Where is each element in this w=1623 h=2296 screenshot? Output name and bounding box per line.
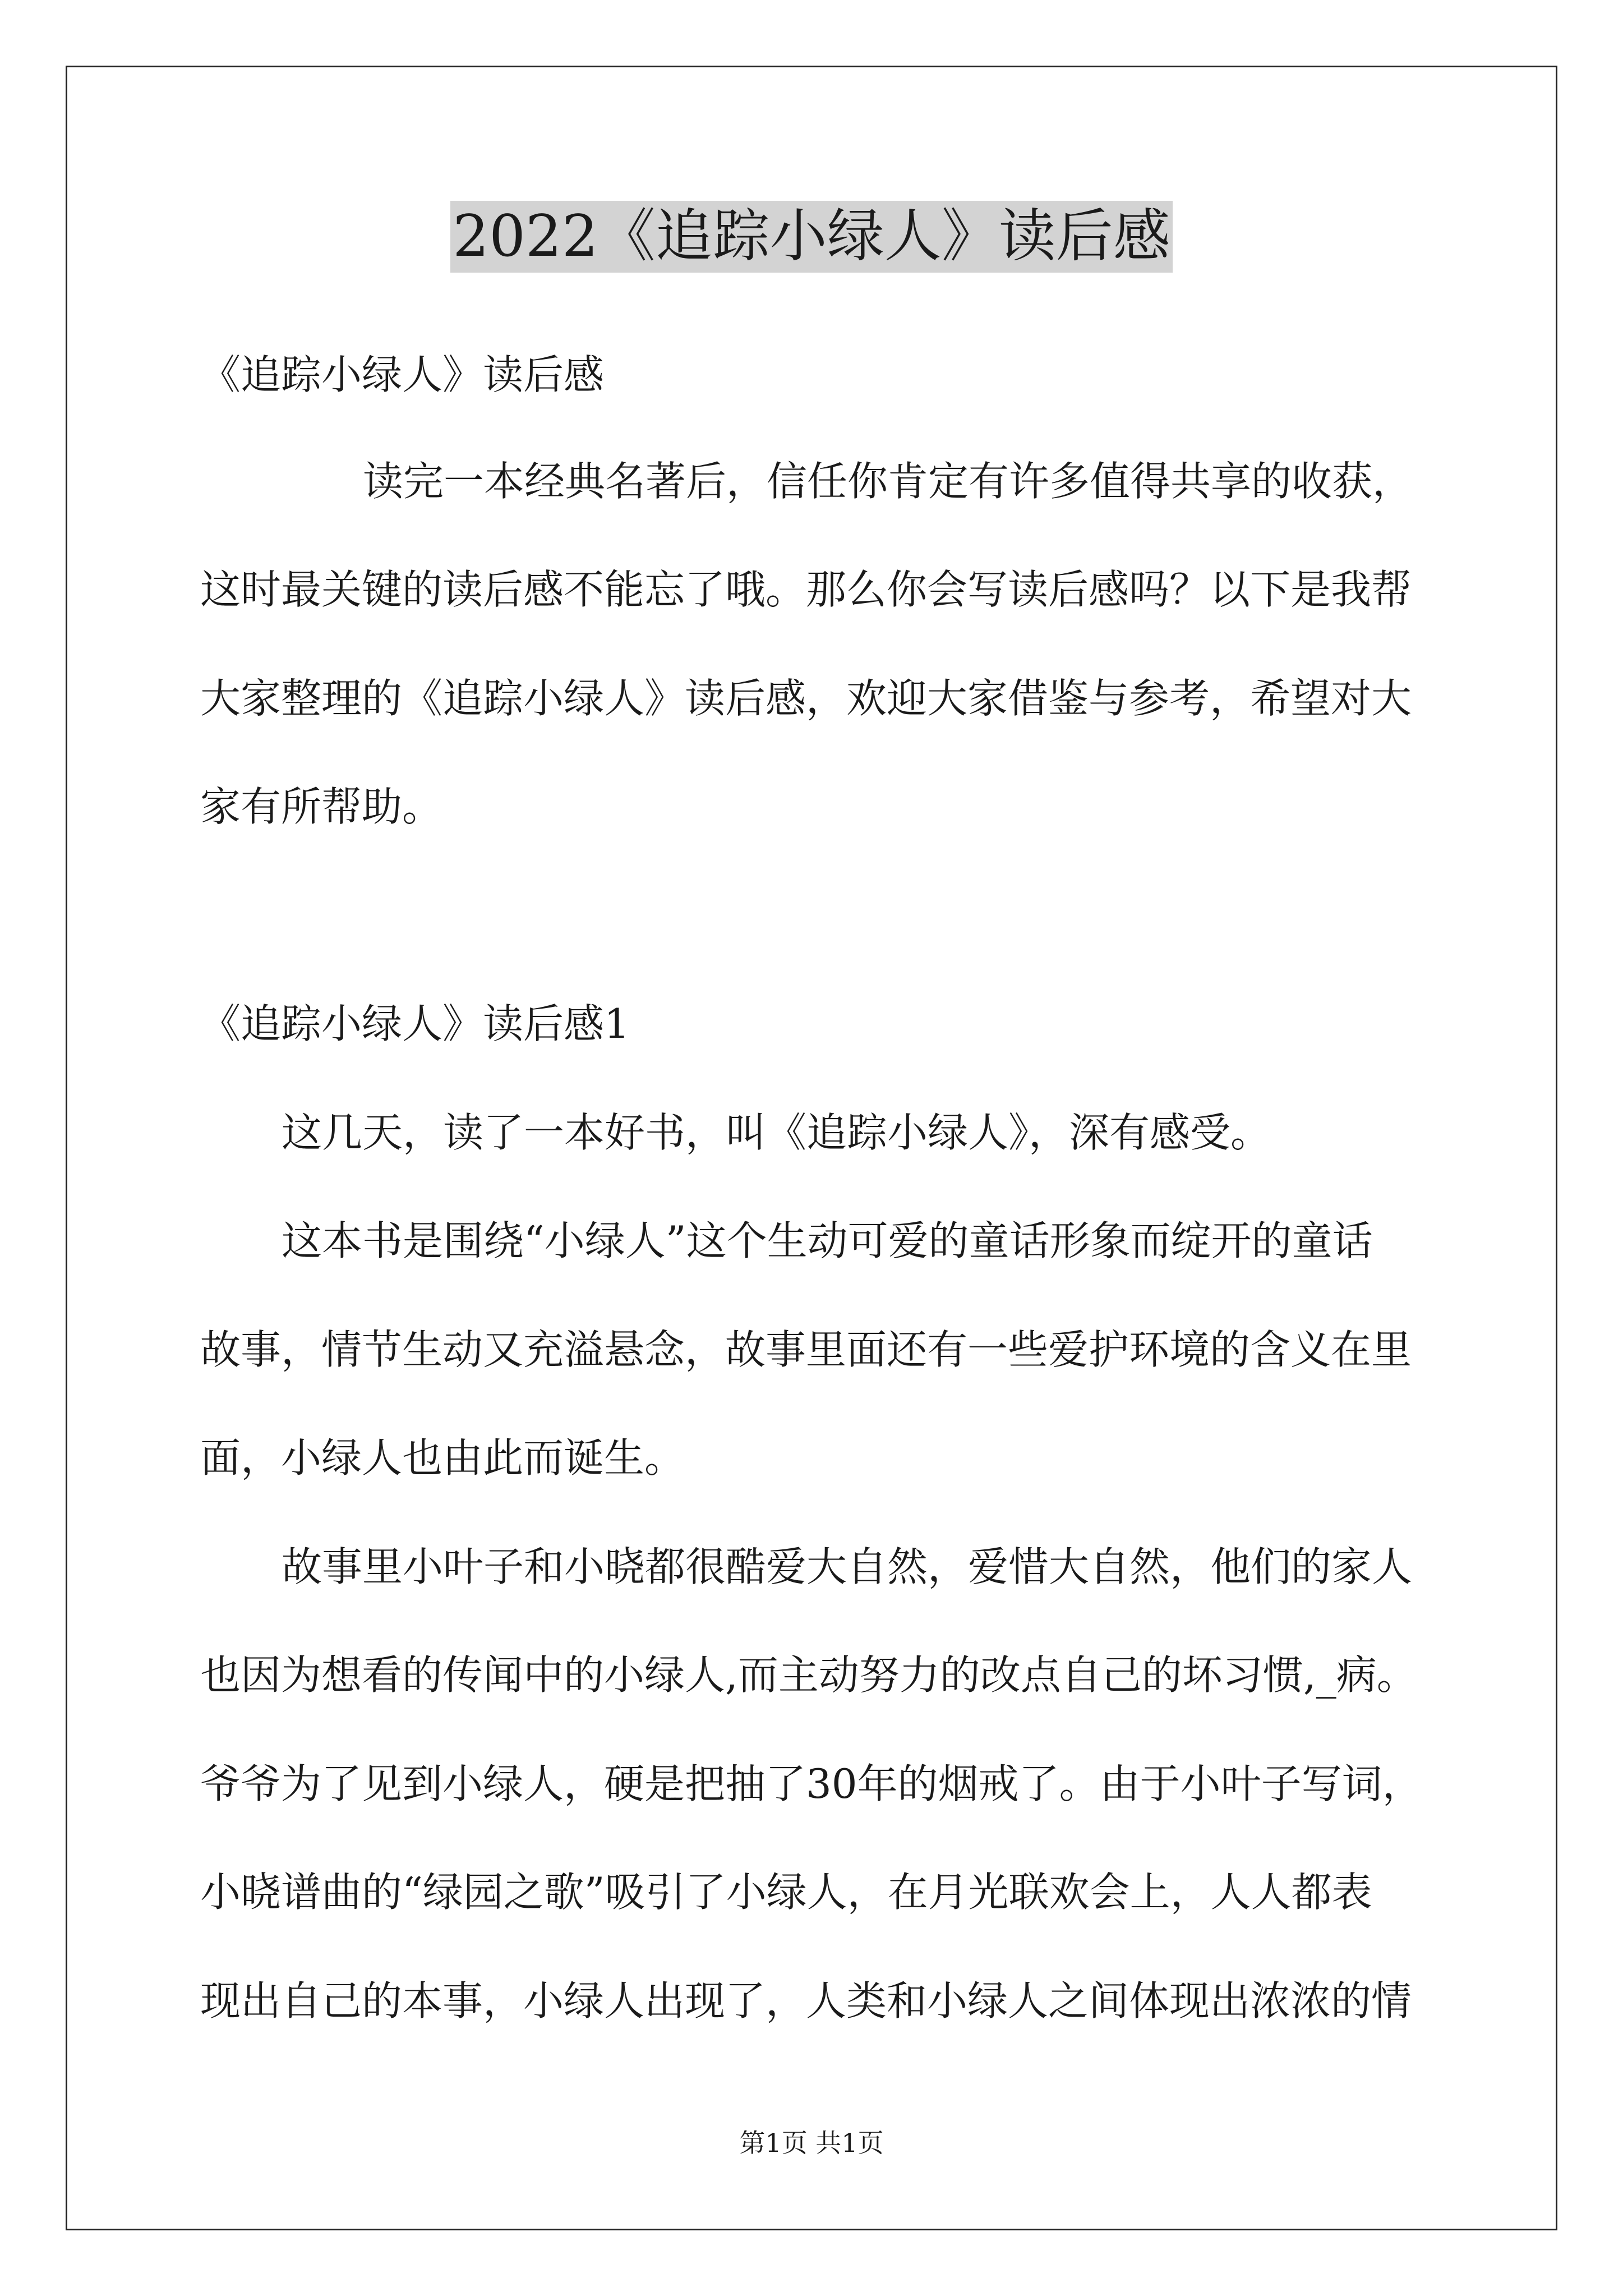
paragraph-line: 现出自己的本事，小绿人出现了，人类和小绿人之间体现出浓浓的情 [200, 1977, 1412, 2024]
document-title: 2022《追踪小绿人》读后感 [450, 201, 1173, 273]
paragraph-line: 这几天，读了一本好书，叫《追踪小绿人》，深有感受。 [282, 1109, 1271, 1156]
paragraph-line: 爷爷为了见到小绿人，硬是把抽了30年的烟戒了。由于小叶子写词， [200, 1760, 1423, 1807]
document-subtitle: 《追踪小绿人》读后感 [200, 351, 605, 398]
paragraph-line: 小晓谱曲的“绿园之歌”吸引了小绿人，在月光联欢会上，人人都表 [200, 1869, 1372, 1916]
paragraph-line: 面，小绿人也由此而诞生。 [200, 1434, 685, 1481]
paragraph-line: 这本书是围绕“小绿人”这个生动可爱的童话形象而绽开的童话 [282, 1217, 1373, 1264]
intro-line: 这时最关键的读后感不能忘了哦。那么你会写读后感吗？以下是我帮 [200, 566, 1412, 613]
intro-line: 大家整理的《追踪小绿人》读后感，欢迎大家借鉴与参考，希望对大 [200, 675, 1412, 722]
paragraph-line: 也因为想看的传闻中的小绿人,而主动努力的改点自己的坏习惯,_病。 [200, 1651, 1417, 1699]
page-number-footer: 第1页 共1页 [739, 2128, 884, 2158]
title-container [0, 201, 1623, 273]
intro-line: 读完一本经典名著后，信任你肯定有许多值得共享的收获， [363, 458, 1413, 505]
paragraph-line: 故事，情节生动又充溢悬念，故事里面还有一些爱护环境的含义在里 [200, 1326, 1412, 1373]
intro-line: 家有所帮助。 [200, 783, 443, 830]
section-heading: 《追踪小绿人》读后感1 [200, 1000, 630, 1047]
paragraph-line: 故事里小叶子和小晓都很酷爱大自然，爱惜大自然，他们的家人 [282, 1543, 1413, 1590]
